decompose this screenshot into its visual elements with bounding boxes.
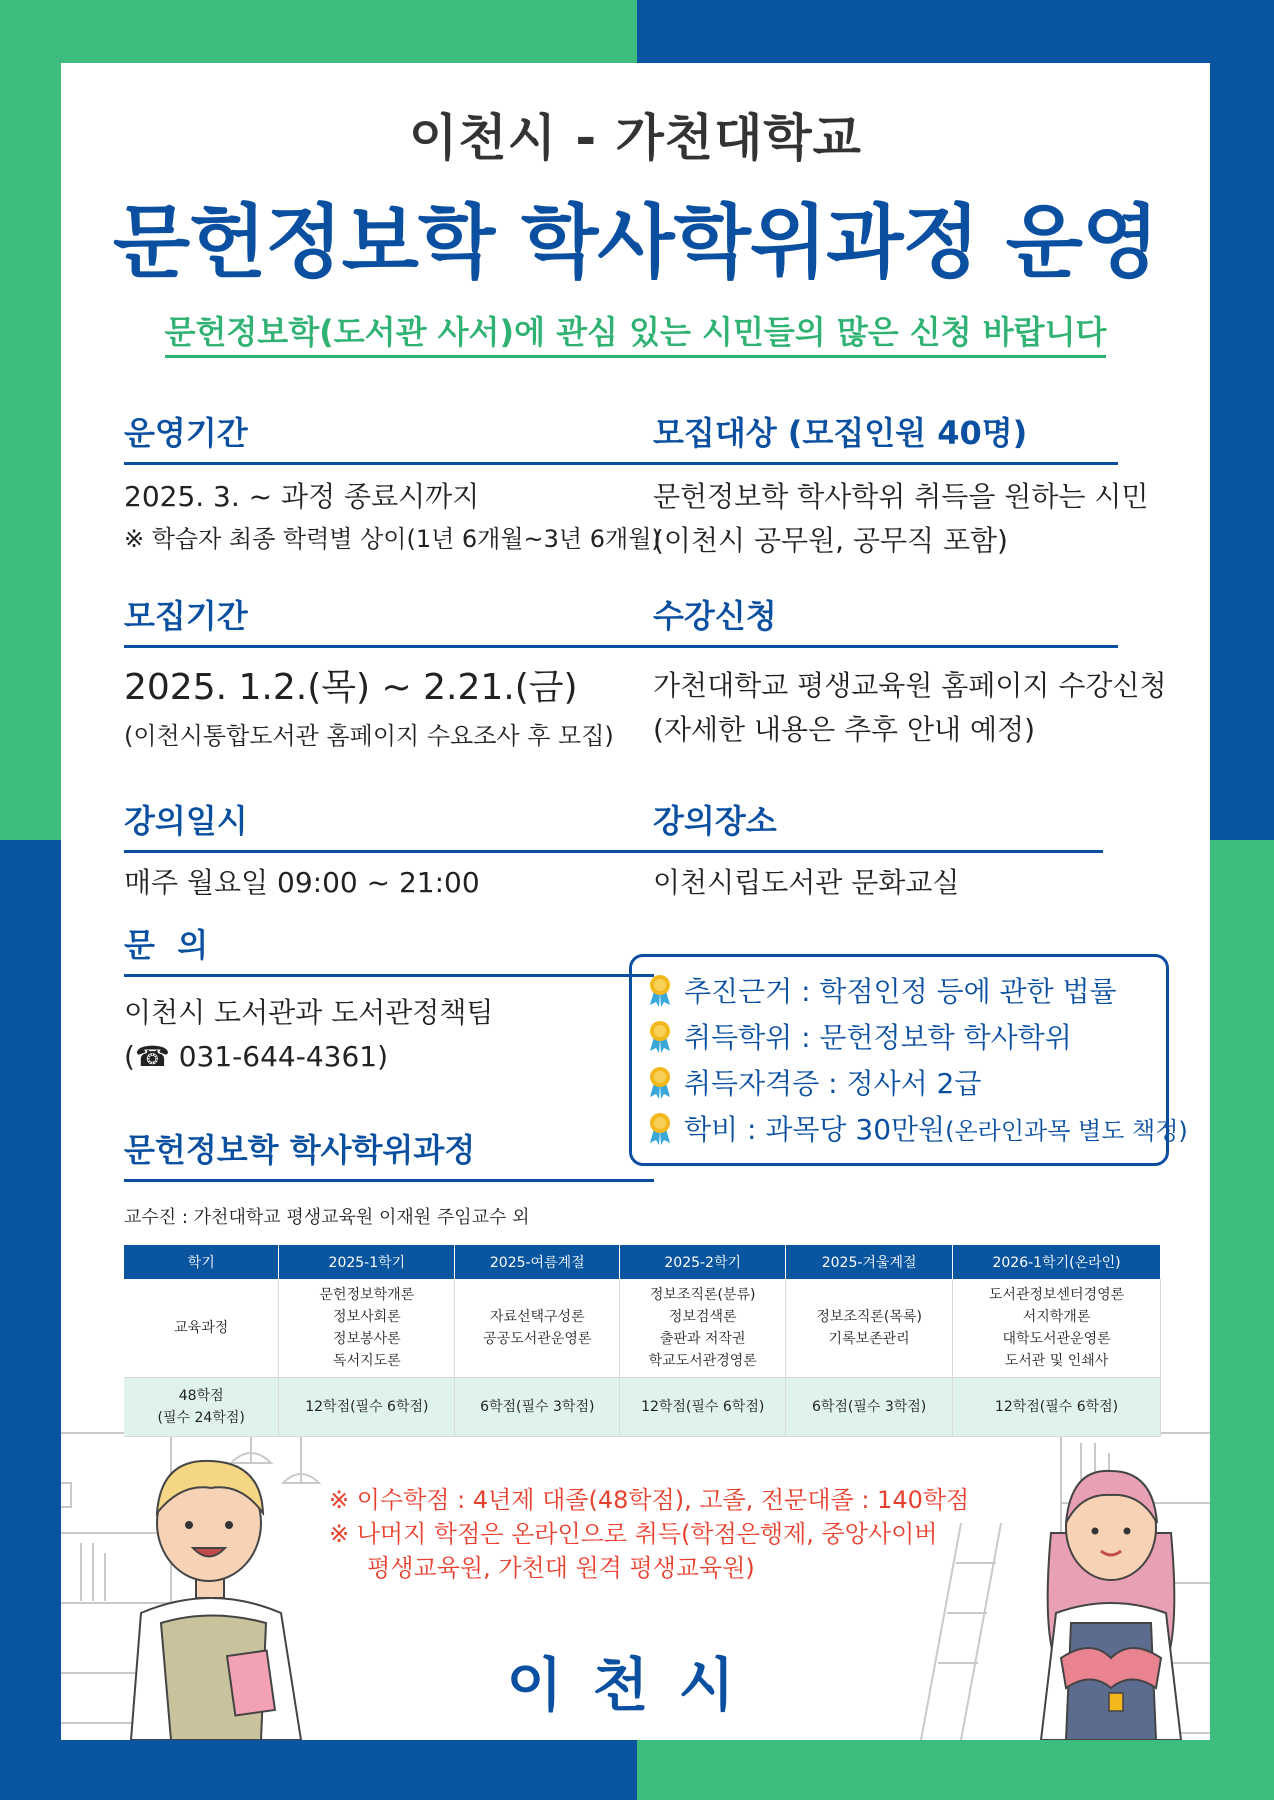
credit-cell: 6학점(필수 3학점) [786,1378,953,1437]
medal-icon [646,1065,674,1099]
header-subtitle: 이천시 - 가천대학교 [409,109,862,167]
faculty-line: 교수진 : 가천대학교 평생교육원 이재원 주임교수 외 [124,1207,530,1228]
table-header-cell: 2025-2학기 [620,1245,786,1279]
row-label-courses: 교육과정 [124,1279,279,1378]
venue-line1: 이천시립도서관 문화교실 [653,866,960,899]
info-item [646,1013,1152,1059]
course-name: 정보조직론(분류) [649,1287,756,1303]
phone-icon: ☎ [134,1040,170,1073]
info-item-text: 취득학위 : 문헌정보학 학사학위 [684,1021,1072,1054]
contact-phone-line: (☎ 031-644-4361) [124,1040,389,1073]
medal-icon [646,973,674,1007]
info-item [646,1059,1152,1105]
course-name: 대학도서관운영론 [1002,1331,1111,1347]
course-name: 자료선택구성론 [489,1309,585,1325]
section-heading-period: 운영기간 [124,408,654,465]
credit-total: 48학점 [178,1388,224,1404]
table-header-cell: 2025-여름계절 [455,1245,620,1279]
apply-line2: (자세한 내용은 추후 안내 예정) [653,713,1036,746]
info-item-text: 학비 : 과목당 30만원 [684,1113,946,1146]
recruit-line2: (이천시통합도서관 홈페이지 수요조사 후 모집) [124,722,614,750]
course-name: 정보사회론 [333,1309,401,1325]
course-cell [620,1279,786,1378]
section-heading-target: 모집대상 (모집인원 40명) [653,408,1118,465]
credit-cell: 6학점(필수 3학점) [455,1378,620,1437]
table-header-cell: 2026-1학기(온라인) [953,1245,1161,1279]
section-apply [653,591,1167,752]
note-line: ※ 이수학점 : 4년제 대졸(48학점), 고졸, 전문대졸 : 140학점 [329,1486,970,1514]
course-cell [455,1279,620,1378]
table-header-cell: 2025-1학기 [279,1245,455,1279]
note-line: ※ 나머지 학점은 온라인으로 취득(학점은행제, 중앙사이버 [329,1520,938,1548]
info-item-text: 추진근거 : 학점인정 등에 관한 법률 [684,975,1117,1008]
info-item-note: (온라인과목 별도 책정) [945,1116,1188,1145]
credit-cell: 12학점(필수 6학점) [620,1378,786,1437]
target-line1: 문헌정보학 학사학위 취득을 원하는 시민 [653,480,1149,513]
info-item-text: 취득자격증 : 정사서 2급 [684,1067,982,1100]
footer-city-name: 이천시 [506,1651,765,1719]
target-line2: (이천시 공무원, 공무직 포함) [653,524,1008,557]
period-line1: 2025. 3. ~ 과정 종료시까지 [124,480,480,513]
course-name: 출판과 저작권 [659,1331,746,1347]
section-heading-apply: 수강신청 [653,591,1118,648]
course-cell [953,1279,1161,1378]
course-name: 정보봉사론 [333,1331,401,1347]
section-heading-contact: 문 의 [124,920,654,977]
section-heading-schedule: 강의일시 [124,796,644,853]
table-header-cell: 학기 [124,1245,279,1279]
page-title: 문헌정보학 학사학위과정 운영 [112,196,1159,289]
row-label-credits [124,1378,279,1437]
section-schedule [124,796,644,905]
course-name: 정보조직론(목록) [816,1309,922,1325]
curriculum-table [124,1245,1161,1437]
course-name: 공공도서관운영론 [483,1331,592,1347]
info-item [646,967,1152,1013]
section-heading-program: 문헌정보학 학사학위과정 [124,1125,654,1182]
contact-phone: 031-644-4361 [178,1040,378,1073]
course-name: 도서관정보센터경영론 [988,1287,1125,1303]
poster-paper [61,63,1210,1740]
section-contact [124,920,654,1079]
tagline [61,307,1210,353]
course-name: 기록보존관리 [828,1331,910,1347]
credit-required: (필수 24학점) [157,1410,245,1426]
info-box [629,954,1188,1166]
medal-icon [646,1019,674,1053]
course-name: 독서지도론 [333,1353,401,1369]
credit-cell: 12학점(필수 6학점) [953,1378,1161,1437]
section-recruit [124,591,654,756]
tagline-text: 문헌정보학(도서관 사서)에 관심 있는 시민들의 많은 신청 바랍니다 [165,313,1107,358]
course-cell [279,1279,455,1378]
recruit-line1: 2025. 1.2.(목) ~ 2.21.(금) [124,667,578,708]
contact-line1: 이천시 도서관과 도서관정책팀 [124,996,494,1029]
note-line: 평생교육원, 가천대 원격 평생교육원) [329,1554,755,1582]
apply-line1: 가천대학교 평생교육원 홈페이지 수강신청 [653,669,1167,702]
course-cell [786,1279,953,1378]
table-header-cell: 2025-겨울계절 [786,1245,953,1279]
section-heading-venue: 강의장소 [636,796,1103,853]
course-name: 학교도서관경영론 [648,1353,757,1369]
info-item [646,1105,1188,1151]
table-row-courses [124,1279,1161,1378]
period-line2: ※ 학습자 최종 학력별 상이(1년 6개월~3년 6개월) [124,525,661,553]
section-target [653,408,1149,563]
credit-cell: 12학점(필수 6학점) [279,1378,455,1437]
section-period [124,408,661,559]
table-header-row [124,1245,1161,1279]
course-name: 정보검색론 [668,1309,737,1325]
section-heading-recruit: 모집기간 [124,591,654,648]
notes [329,1483,969,1585]
course-name: 서지학개론 [1022,1309,1091,1325]
schedule-line1: 매주 월요일 09:00 ~ 21:00 [124,866,480,899]
course-name: 문헌정보학개론 [319,1287,415,1303]
course-name: 도서관 및 인쇄사 [1004,1353,1109,1369]
section-venue [636,796,1103,905]
section-program [124,1125,654,1182]
table-row-credits [124,1378,1161,1437]
